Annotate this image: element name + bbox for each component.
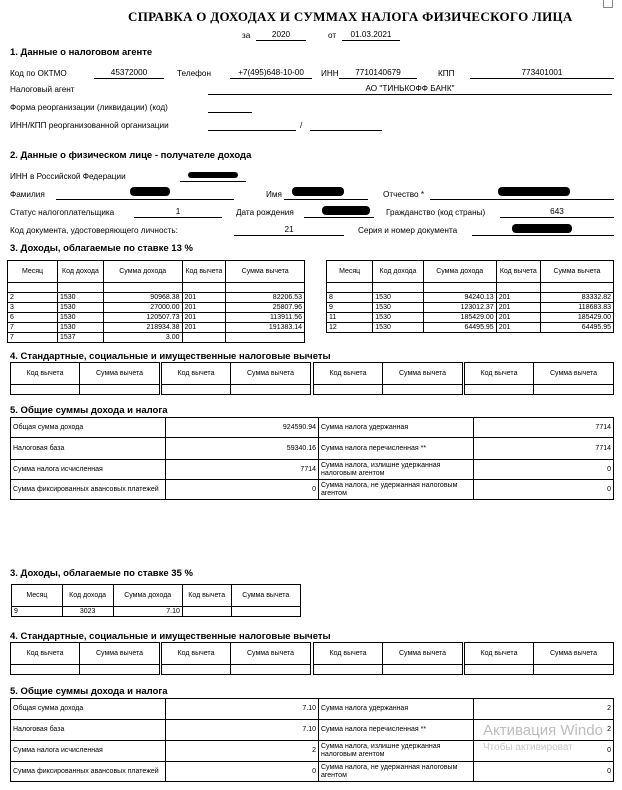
date-prefix: от: [328, 31, 337, 40]
col-deduction-code: Код вычета: [162, 363, 231, 385]
cell: 64495.95: [423, 323, 496, 333]
citizenship-value: 643: [500, 207, 614, 218]
col-deduction-sum: Сумма вычета: [534, 363, 614, 385]
col-deduction-sum: Сумма вычета: [540, 261, 613, 283]
col-income-code: Код дохода: [373, 261, 423, 283]
cell: [182, 607, 231, 617]
person-heading: 2. Данные о физическом лице - получателе дохода: [10, 150, 252, 161]
cell: 123012.37: [423, 303, 496, 313]
citizenship-label: Гражданство (код страны): [386, 208, 486, 217]
cell: 2: [8, 293, 58, 303]
col-deduction-code: Код вычета: [11, 363, 80, 385]
agent-heading: 1. Данные о налоговом агенте: [10, 47, 153, 58]
year-prefix: за: [242, 31, 251, 40]
deductions-heading-2: 4. Стандартные, социальные и имущественные налоговые вычеты: [10, 631, 331, 642]
tax-base-label: Налоговая база: [11, 720, 166, 741]
cell: 1530: [373, 313, 423, 323]
table-row: [8, 323, 305, 333]
cell: 12: [327, 323, 373, 333]
cell: 201: [182, 323, 226, 333]
tax-transferred-label: Сумма налога перечисленная **: [319, 438, 474, 460]
cell: 1530: [373, 323, 423, 333]
col-month: Месяц: [8, 261, 58, 283]
redacted-surname: [130, 187, 170, 196]
cell: 9: [327, 303, 373, 313]
table-row: [8, 303, 305, 313]
corner-checkbox-icon: [603, 0, 613, 8]
oktmo-value: 45372000: [94, 68, 164, 79]
col-deduction-code: Код вычета: [182, 261, 226, 283]
tax-base-value: 7.10: [166, 720, 319, 741]
deductions35-table-3: [313, 642, 463, 675]
tax-not-withheld-label: Сумма налога, не удержанная налоговым агентом: [319, 762, 474, 782]
document-title: СПРАВКА О ДОХОДАХ И СУММАХ НАЛОГА ФИЗИЧЕСКОГО ЛИЦА: [128, 9, 573, 24]
totals13-heading: 5. Общие суммы дохода и налога: [10, 405, 168, 416]
total-income-label: Общая сумма дохода: [11, 418, 166, 438]
year-value: 2020: [256, 30, 306, 41]
phone-value: +7(495)648-10-00: [230, 68, 312, 79]
reorg-inn-value: [208, 120, 296, 131]
col-deduction-code: Код вычета: [496, 261, 540, 283]
table-row: [327, 293, 614, 303]
fixed-adv-value: 0: [166, 480, 319, 500]
deductions-heading: 4. Стандартные, социальные и имущественные налоговые вычеты: [10, 351, 331, 362]
tax-withheld-value: 7714: [474, 418, 614, 438]
doc-code-label: Код документа, удостоверяющего личность:: [10, 226, 178, 235]
cell: 201: [182, 293, 226, 303]
income13-table-left: [7, 260, 305, 343]
cell: 1537: [58, 333, 104, 343]
cell: 1530: [58, 303, 104, 313]
deductions35-table-1: [10, 642, 160, 675]
cell: 120507.73: [103, 313, 182, 323]
col-deduction-code: Код вычета: [162, 643, 231, 665]
col-income-sum: Сумма дохода: [423, 261, 496, 283]
col-deduction-sum: Сумма вычета: [226, 261, 305, 283]
tax-transferred-value: 7714: [474, 438, 614, 460]
tax-withheld-value: 2: [474, 699, 614, 720]
col-deduction-code: Код вычета: [465, 363, 534, 385]
cell: 6: [8, 313, 58, 323]
tax-calc-value: 2: [166, 741, 319, 762]
table-row: [327, 303, 614, 313]
cell: 94240.13: [423, 293, 496, 303]
redacted-patronymic: [498, 187, 570, 196]
tax-not-withheld-label: Сумма налога, не удержанная налоговым агентом: [319, 480, 474, 500]
date-value: 01.03.2021: [342, 30, 400, 41]
surname-label: Фамилия: [10, 190, 45, 199]
tax-calc-label: Сумма налога исчисленная: [11, 460, 166, 480]
fixed-adv-label: Сумма фиксированных авансовых платежей: [11, 762, 166, 782]
oktmo-label: Код по ОКТМО: [10, 69, 67, 78]
cell: 185429.00: [540, 313, 613, 323]
tax-base-value: 59340.16: [166, 438, 319, 460]
cell: 201: [496, 293, 540, 303]
cell: 201: [496, 323, 540, 333]
cell: 8: [327, 293, 373, 303]
agent-inn-label: ИНН: [321, 69, 339, 78]
cell: 191383.14: [226, 323, 305, 333]
cell: [226, 333, 305, 343]
col-month: Месяц: [327, 261, 373, 283]
col-deduction-sum: Сумма вычета: [383, 643, 463, 665]
reorg-value: [208, 102, 252, 113]
tax-withheld-label: Сумма налога удержанная: [319, 699, 474, 720]
cell: 3: [8, 303, 58, 313]
agent-name-label: Налоговый агент: [10, 85, 75, 94]
total-income-label: Общая сумма дохода: [11, 699, 166, 720]
col-deduction-sum: Сумма вычета: [80, 643, 160, 665]
cell: 3.00: [103, 333, 182, 343]
col-deduction-code: Код вычета: [314, 643, 383, 665]
cell: 1530: [58, 313, 104, 323]
col-deduction-sum: Сумма вычета: [231, 363, 311, 385]
cell: [231, 607, 300, 617]
cell: 113911.56: [226, 313, 305, 323]
agent-inn-value: 7710140679: [339, 68, 417, 79]
redacted-doc-series: [512, 224, 572, 233]
person-inn-label: ИНН в Российской Федерации: [10, 172, 126, 181]
tax-not-withheld-value: 0: [474, 480, 614, 500]
cell: 9: [12, 607, 63, 617]
patronymic-label: Отчество *: [383, 190, 425, 199]
col-deduction-sum: Сумма вычета: [231, 643, 311, 665]
table-row: [8, 293, 305, 303]
deductions35-table-2: [161, 642, 311, 675]
doc-series-label: Серия и номер документа: [358, 226, 458, 235]
deductions35-table-4: [464, 642, 614, 675]
income13-heading: 3. Доходы, облагаемые по ставке 13 %: [10, 243, 193, 254]
col-deduction-code: Код вычета: [182, 585, 231, 607]
reorg-kpp-value: [310, 120, 382, 131]
col-deduction-code: Код вычета: [314, 363, 383, 385]
redacted-first-name: [292, 187, 344, 196]
deductions-table-1: [10, 362, 160, 395]
tax-excess-label: Сумма налога, излишне удержанная налоговым агентом: [319, 741, 474, 762]
cell: 185429.00: [423, 313, 496, 323]
tax-excess-label: Сумма налога, излишне удержанная налоговым агентом: [319, 460, 474, 480]
cell: 82206.53: [226, 293, 305, 303]
tax-calc-value: 7714: [166, 460, 319, 480]
cell: 3023: [62, 607, 113, 617]
fixed-adv-label: Сумма фиксированных авансовых платежей: [11, 480, 166, 500]
col-deduction-code: Код вычета: [11, 643, 80, 665]
reorg-inn-label: ИНН/КПП реорганизованной организации: [10, 121, 169, 130]
deductions-table-2: [161, 362, 311, 395]
income35-table: [11, 584, 301, 617]
kpp-label: КПП: [438, 69, 455, 78]
table-row: [8, 333, 305, 343]
status-label: Статус налогоплательщика: [10, 208, 115, 217]
cell: 90968.38: [103, 293, 182, 303]
tax-transferred-label: Сумма налога перечисленная **: [319, 720, 474, 741]
table-row: [12, 607, 301, 617]
tax-not-withheld-value: 0: [474, 762, 614, 782]
cell: 1530: [373, 293, 423, 303]
status-value: 1: [134, 207, 222, 218]
income35-heading: 3. Доходы, облагаемые по ставке 35 %: [10, 568, 193, 579]
total-income-value: 924590.94: [166, 418, 319, 438]
cell: 83332.82: [540, 293, 613, 303]
tax-base-label: Налоговая база: [11, 438, 166, 460]
cell: 1530: [58, 293, 104, 303]
col-month: Месяц: [12, 585, 63, 607]
windows-activation-subtitle: Чтобы активироват: [483, 742, 573, 753]
cell: 7: [8, 333, 58, 343]
totals35-heading: 5. Общие суммы дохода и налога: [10, 686, 168, 697]
cell: 27000.00: [103, 303, 182, 313]
cell: 201: [182, 313, 226, 323]
table-row: [327, 313, 614, 323]
col-income-code: Код дохода: [62, 585, 113, 607]
cell: 201: [496, 303, 540, 313]
cell: 7: [8, 323, 58, 333]
deductions-table-4: [464, 362, 614, 395]
windows-activation-title: Активация Windo: [483, 722, 603, 739]
income13-table-right: [326, 260, 614, 333]
agent-name-value: АО "ТИНЬКОФФ БАНК": [208, 84, 612, 95]
table-row: [327, 323, 614, 333]
cell: 218934.38: [103, 323, 182, 333]
tax-excess-value: 0: [474, 460, 614, 480]
redacted-birth: [322, 206, 370, 215]
tax-withheld-label: Сумма налога удержанная: [319, 418, 474, 438]
col-deduction-sum: Сумма вычета: [383, 363, 463, 385]
phone-label: Телефон: [177, 69, 211, 78]
kpp-value: 773401001: [470, 68, 614, 79]
col-deduction-sum: Сумма вычета: [534, 643, 614, 665]
col-deduction-code: Код вычета: [465, 643, 534, 665]
total-income-value: 7.10: [166, 699, 319, 720]
deductions-table-3: [313, 362, 463, 395]
cell: 201: [496, 313, 540, 323]
col-deduction-sum: Сумма вычета: [231, 585, 300, 607]
col-income-code: Код дохода: [58, 261, 104, 283]
col-income-sum: Сумма дохода: [103, 261, 182, 283]
table-row: [8, 313, 305, 323]
redacted-inn: [188, 172, 238, 178]
col-income-sum: Сумма дохода: [113, 585, 182, 607]
first-name-label: Имя: [266, 190, 282, 199]
cell: 1530: [58, 323, 104, 333]
totals35-table: [10, 698, 614, 782]
cell: 201: [182, 303, 226, 313]
tax-transferred-value: 2: [474, 720, 614, 741]
col-deduction-sum: Сумма вычета: [80, 363, 160, 385]
birth-label: Дата рождения: [236, 208, 294, 217]
cell: 11: [327, 313, 373, 323]
cell: 1530: [373, 303, 423, 313]
doc-code-value: 21: [234, 225, 344, 236]
cell: 7.10: [113, 607, 182, 617]
cell: 25807.96: [226, 303, 305, 313]
cell: 118683.83: [540, 303, 613, 313]
tax-excess-value: 0: [474, 741, 614, 762]
totals13-table: [10, 417, 614, 500]
reorg-label: Форма реорганизации (ликвидации) (код): [10, 103, 168, 112]
tax-calc-label: Сумма налога исчисленная: [11, 741, 166, 762]
fixed-adv-value: 0: [166, 762, 319, 782]
cell: 64495.95: [540, 323, 613, 333]
cell: [182, 333, 226, 343]
reorg-slash: /: [300, 121, 303, 130]
